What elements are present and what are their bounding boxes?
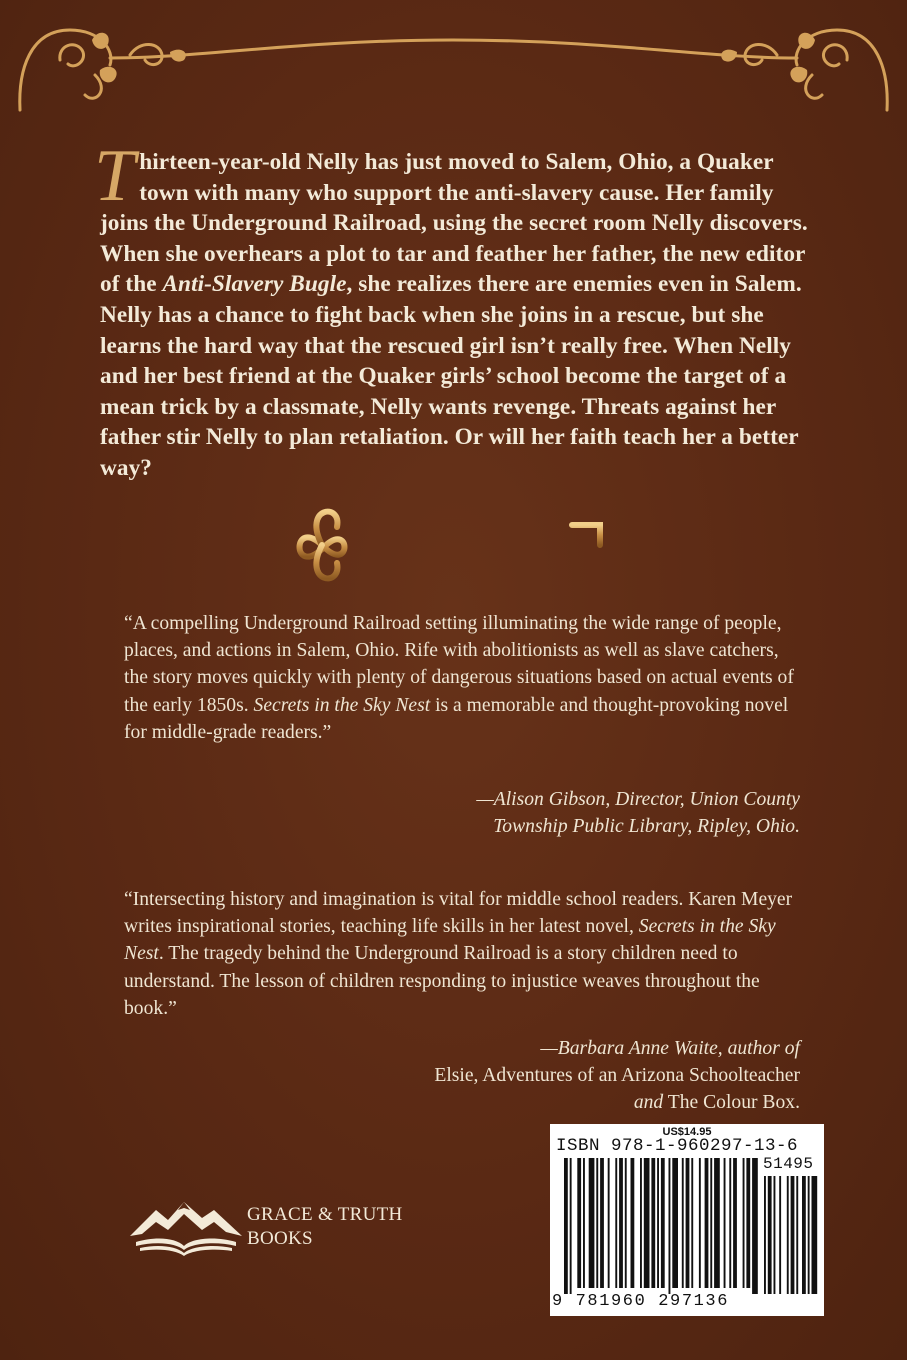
barcode-bar [651, 1158, 655, 1288]
review-quote-2 [124, 886, 804, 1022]
attribution-1-line-1: —Alison Gibson, Director, Union County [476, 789, 800, 810]
barcode-bar [583, 1158, 585, 1288]
addon-bar [802, 1176, 806, 1294]
quote-1-book-title: Secrets in the Sky Nest [253, 694, 431, 716]
publisher-line-2: BOOKS [247, 1228, 313, 1249]
quote-2-text-end: . The tragedy behind the Underground Railroad is a story children need to understand. The lesson of children responding to injustice weaves throughout the book.” [124, 943, 760, 1019]
publisher-line-1: GRACE & TRUTH [247, 1204, 403, 1225]
addon-bar [791, 1176, 795, 1294]
barcode-bar [705, 1158, 709, 1288]
barcode-bar [600, 1158, 604, 1288]
barcode-bar [631, 1158, 635, 1288]
barcode-bars [550, 1124, 824, 1316]
addon-bar [796, 1176, 798, 1294]
addon-bar [787, 1176, 789, 1294]
addon-bar [808, 1176, 810, 1294]
barcode-bar [691, 1158, 693, 1288]
barcode-bar [619, 1158, 623, 1288]
barcode-bar [682, 1158, 684, 1288]
barcode-bar [729, 1158, 731, 1288]
review-attribution-2 [200, 1035, 800, 1117]
addon-bar [774, 1176, 776, 1294]
attribution-1-line-2: Township Public Library, Ripley, Ohio. [493, 816, 800, 838]
price-label: US$14.95 [662, 1126, 712, 1138]
barcode-bar [752, 1158, 758, 1294]
barcode-bar [644, 1158, 650, 1288]
barcode-bar [661, 1158, 665, 1288]
barcode-bar [589, 1158, 595, 1288]
review-quote-1 [124, 610, 804, 746]
barcode-bar [733, 1158, 737, 1288]
key-icon [282, 497, 622, 593]
barcode-bar [577, 1158, 581, 1288]
isbn-barcode [550, 1124, 824, 1316]
ean-number: 9 781960 297136 [552, 1292, 730, 1311]
barcode-bar [570, 1158, 572, 1294]
quote-2-book-title: Secrets in the Sky Nest [124, 916, 776, 965]
description-text-start: hirteen-year-old Nelly has just moved to Salem, Ohio, a Quaker town with many who support the anti-slavery cause. Her family joins the Underground Railroad, using the secret room Nelly discovers. When she overhears a plot to tar and feather her father, the new editor of the [100, 149, 808, 298]
barcode-bar [672, 1158, 678, 1288]
attribution-2-book-1: Elsie, Adventures of an Arizona Schoolteacher [434, 1065, 800, 1087]
attribution-2-and: and [633, 1092, 664, 1114]
addon-bar [768, 1176, 772, 1294]
barcode-bar [615, 1158, 617, 1288]
barcode-bar [746, 1158, 750, 1288]
barcode-bar [669, 1158, 671, 1294]
barcode-bar [724, 1158, 726, 1288]
barcode-bar [596, 1158, 598, 1288]
drop-cap: T [94, 135, 136, 217]
barcode-bar [657, 1158, 659, 1288]
addon-bar [764, 1176, 766, 1294]
book-description [94, 135, 812, 484]
addon-bar [812, 1176, 818, 1294]
barcode-bar [743, 1158, 745, 1288]
quote-2-text-start: “Intersecting history and imagination is vital for middle school readers. Karen Meyer writes inspirational stories, teaching life skills in her latest novel, [124, 889, 793, 938]
barcode-bar [710, 1158, 712, 1288]
addon-bar [779, 1176, 781, 1294]
decorative-scroll-ornament [0, 0, 907, 120]
barcode-bar [608, 1158, 610, 1288]
quote-1-text-start: “A compelling Underground Railroad setting illuminating the wide range of people, places, and actions in Salem, Ohio. Rife with abolitionists as well as slave catchers, the story moves quickly with plenty of dangerous situations based on actual events of the early 1850s. [124, 613, 794, 716]
review-attribution-1 [200, 786, 800, 840]
quote-1-text-end: is a memorable and thought-provoking novel for middle-grade readers.” [124, 694, 789, 743]
description-text-end: , she realizes there are enemies even in Salem. Nelly has a chance to fight back when she joins in a rescue, but she learns the hard way that the rescued girl isn’t really free. When Nelly and her best friend at the Quaker girls’ school become the target of a mean trick by a classmate, Nelly wants revenge. Threats against her father stir Nelly to plan retaliation. Or will her faith teach her a better way? [100, 271, 802, 481]
barcode-bar [625, 1158, 627, 1288]
newspaper-title: Anti-Slavery Bugle [162, 271, 347, 298]
barcode-bar [699, 1158, 701, 1288]
publisher-name [247, 1203, 403, 1251]
publisher-logo-icon [126, 1196, 246, 1256]
barcode-bar [640, 1158, 642, 1288]
price-addon-number: 51495 [763, 1155, 814, 1173]
barcode-bar [714, 1158, 720, 1288]
isbn-label: ISBN 978-1-960297-13-6 [556, 1136, 799, 1156]
attribution-2-book-2: The Colour Box. [667, 1092, 800, 1114]
barcode-bar [564, 1158, 568, 1294]
attribution-2-line-1: —Barbara Anne Waite, author of [540, 1038, 800, 1059]
barcode-bar [686, 1158, 690, 1288]
